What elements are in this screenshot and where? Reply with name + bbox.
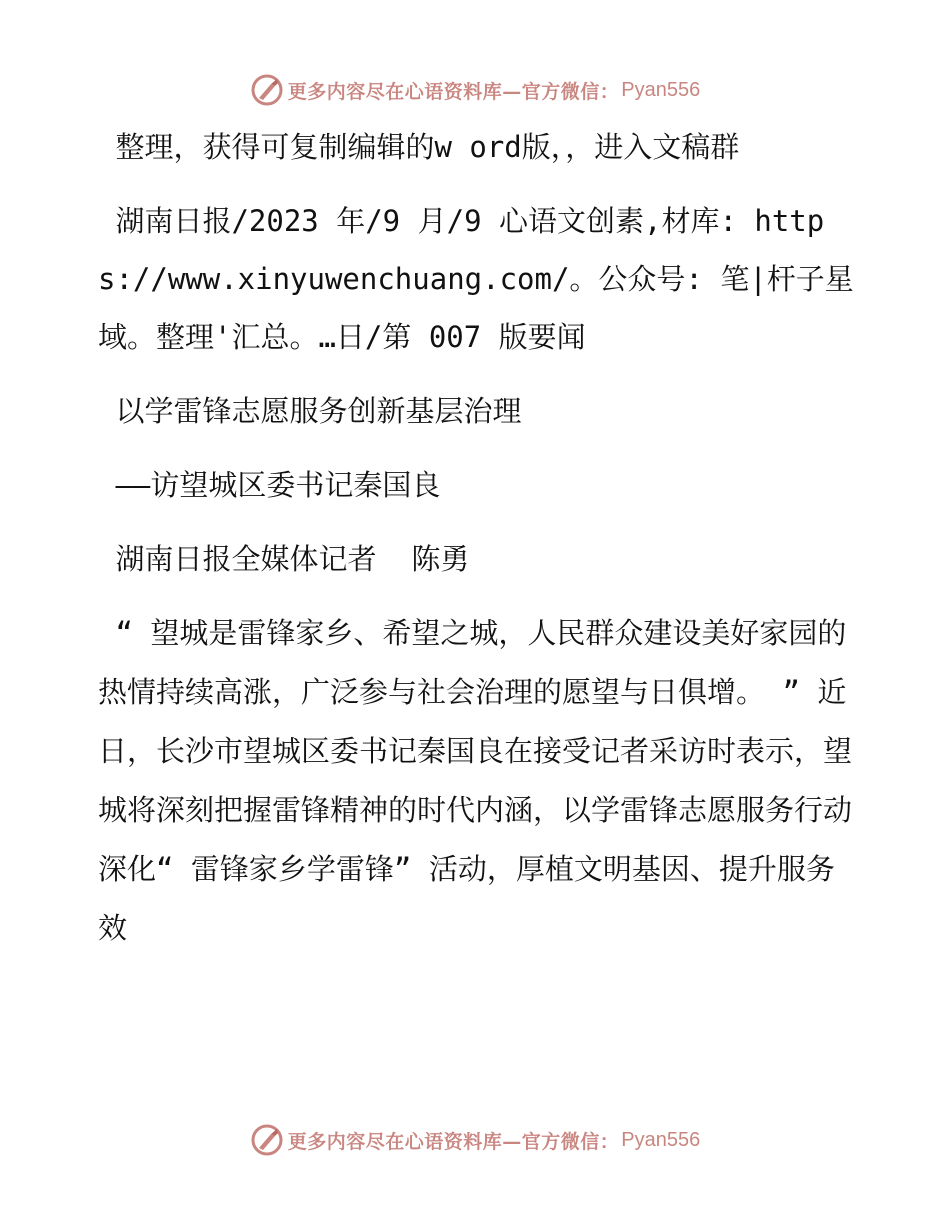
banner-wechat-id: Pyan556: [621, 1128, 701, 1151]
source-paragraph: 湖南日报/2023 年/9 月/9 心语文创素,材库: https://www.xinyuwenchuang.com/。公众号: 笔|杆子星域。整理'汇总。…日/第 007 版要闻: [98, 204, 854, 354]
header-watermark-banner: [0, 70, 950, 110]
intro-paragraph: 整理，获得可复制编辑的w ord版，，进入文稿群: [98, 130, 740, 164]
banner-text: 更多内容尽在心语资料库—官方微信：: [287, 1130, 620, 1153]
document-body: [98, 118, 858, 974]
article-byline: 湖南日报全媒体记者 陈勇: [98, 542, 470, 576]
banner-text: 更多内容尽在心语资料库—官方微信：: [287, 80, 620, 103]
body-paragraph: “ 望城是雷锋家乡、希望之城，人民群众建设美好家园的热情持续高涨，广泛参与社会治理的愿望与日俱增。 ” 近日，长沙市望城区委书记秦国良在接受记者采访时表示，望城将深刻把握雷锋精神的时代内涵，以学雷锋志愿服务行动深化“ 雷锋家乡学雷锋” 活动，厚植文明基因、提升服务效: [98, 616, 853, 945]
footer-watermark-banner: [0, 1120, 950, 1160]
article-title: 以学雷锋志愿服务创新基层治理: [98, 394, 522, 428]
pen-nib-logo-icon: [250, 73, 284, 107]
article-subtitle: ——访望城区委书记秦国良: [98, 468, 441, 502]
banner-wechat-id: Pyan556: [621, 78, 701, 101]
pen-nib-logo-icon: [250, 1123, 284, 1157]
